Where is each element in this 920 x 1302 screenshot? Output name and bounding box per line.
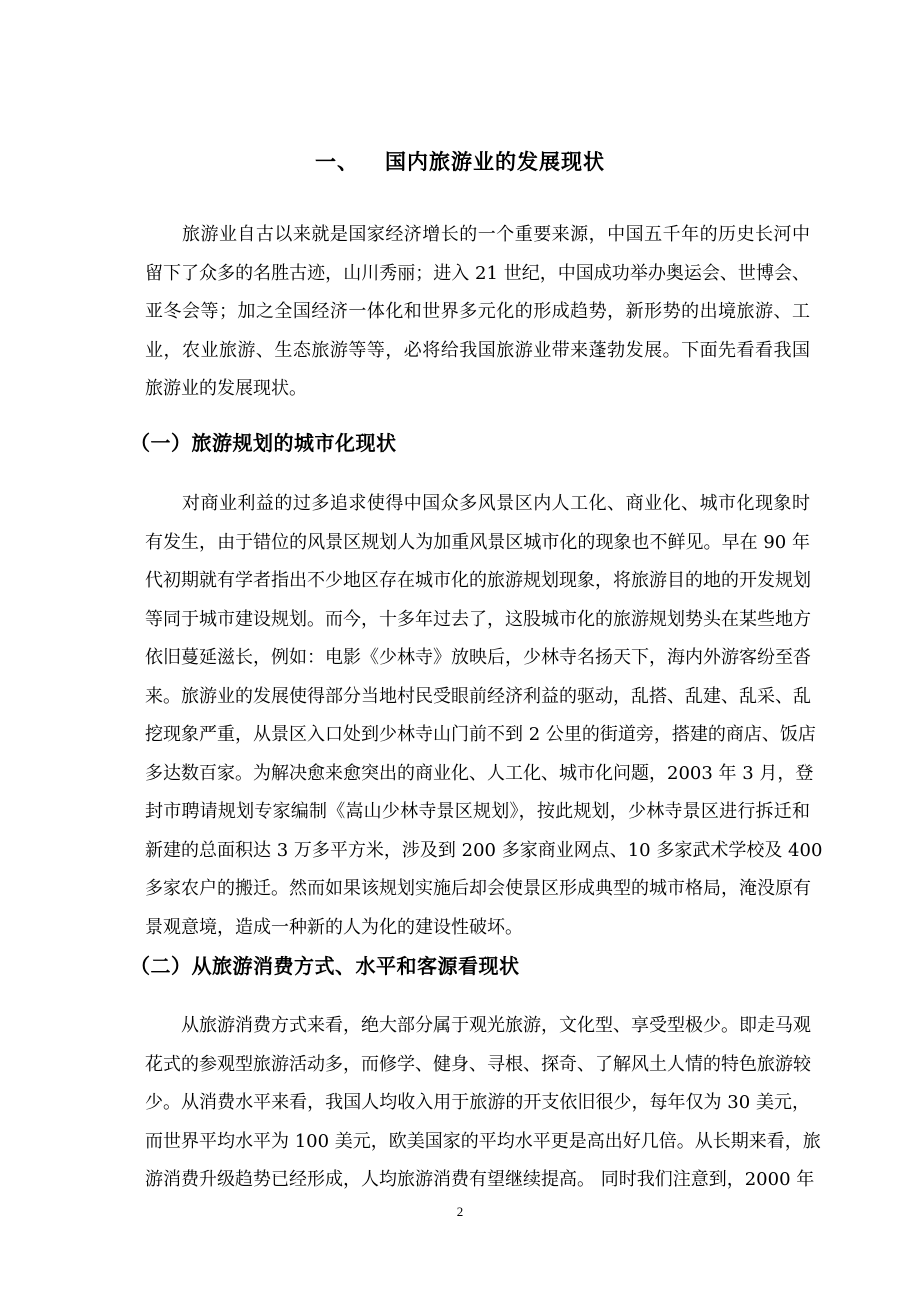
- chapter-title: 国内旅游业的发展现状: [385, 150, 605, 174]
- text-line: 留下了众多的名胜古迹，山川秀丽；进入 21 世纪，中国成功举办奥运会、世博会、: [145, 262, 810, 284]
- section2-paragraph: [145, 1007, 821, 1200]
- text-line: 等同于城市建设规划。而今，十多年过去了，这股城市化的旅游规划势头在某些地方: [145, 608, 811, 630]
- text-line: 多达数百家。为解决愈来愈突出的商业化、人工化、城市化问题，2003 年 3 月，登: [145, 762, 814, 784]
- text-line: 从旅游消费方式来看，绝大部分属于观光旅游，文化型、享受型极少。即走马观: [145, 1015, 811, 1036]
- text-line: 业，农业旅游、生态旅游等等，必将给我国旅游业带来蓬勃发展。下面先看看我国: [145, 339, 810, 361]
- intro-paragraph: [145, 216, 810, 409]
- text-line: 依旧蔓延滋长，例如：电影《少林寺》放映后，少林寺名扬天下，海内外游客纷至沓: [145, 647, 811, 668]
- section-heading-1: （一）旅游规划的城市化现状: [130, 431, 397, 455]
- text-line: 而世界平均水平为 100 美元，欧美国家的平均水平更是高出好几倍。从长期来看，旅: [145, 1130, 821, 1152]
- text-line: 新建的总面积达 3 万多平方米，涉及到 200 多家商业网点、10 多家武术学校及 400: [145, 839, 823, 861]
- chapter-heading: [0, 146, 920, 176]
- text-line: 对商业利益的过多追求使得中国众多风景区内人工化、商业化、城市化现象时: [145, 493, 810, 514]
- section-heading-2: （二）从旅游消费方式、水平和客源看现状: [130, 954, 520, 978]
- text-line: 旅游业的发展现状。: [145, 378, 307, 399]
- text-line: 多家农户的搬迁。然而如果该规划实施后却会使景区形成典型的城市格局，淹没原有: [145, 878, 811, 899]
- text-line: 有发生，由于错位的风景区规划人为加重风景区城市化的现象也不鲜见。早在 90 年: [145, 531, 810, 553]
- text-line: 代初期就有学者指出不少地区存在城市化的旅游规划现象，将旅游目的地的开发规划: [145, 570, 811, 591]
- text-line: 来。旅游业的发展使得部分当地村民受眼前经济利益的驱动，乱搭、乱建、乱采、乱: [145, 685, 811, 707]
- chapter-number: 一、: [315, 150, 359, 174]
- text-line: 封市聘请规划专家编制《嵩山少林寺景区规划》，按此规划，少林寺景区进行拆迁和: [145, 801, 810, 822]
- text-line: 景观意境，造成一种新的人为化的建设性破坏。: [145, 916, 523, 938]
- text-line: 花式的参观型旅游活动多，而修学、健身、寻根、探奇、了解风土人情的特色旅游较: [145, 1053, 811, 1075]
- text-line: 亚冬会等；加之全国经济一体化和世界多元化的形成趋势，新形势的出境旅游、工: [145, 301, 810, 322]
- text-line: 游消费升级趋势已经形成，人均旅游消费有望继续提高。 同时我们注意到，2000 年: [145, 1169, 815, 1190]
- text-line: 挖现象严重，从景区入口处到少林寺山门前不到 2 公里的街道旁，搭建的商店、饭店: [145, 724, 816, 745]
- text-line: 少。从消费水平来看，我国人均收入用于旅游的开支依旧很少，每年仅为 30 美元，: [145, 1092, 810, 1113]
- section1-paragraph: [145, 485, 823, 947]
- page-number: 2: [456, 1204, 464, 1219]
- text-line: 旅游业自古以来就是国家经济增长的一个重要来源，中国五千年的历史长河中: [145, 224, 810, 245]
